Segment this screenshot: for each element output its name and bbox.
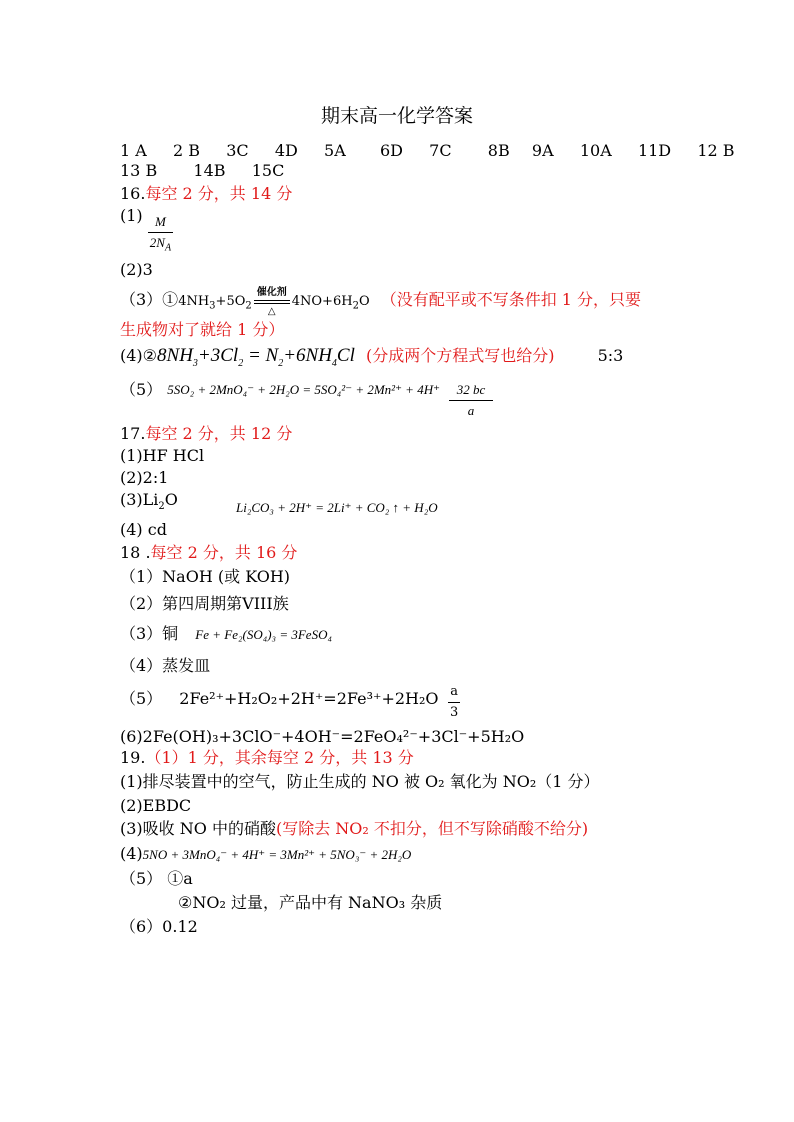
reaction-condition-arrow: 催化剂 △ [252, 300, 292, 304]
part-label: （5） [120, 380, 163, 399]
q18-part1: （1）NaOH (或 KOH) [120, 567, 291, 586]
fraction-numerator: 32 bc [456, 382, 486, 397]
q16-part5 [120, 380, 493, 421]
q16-part4-equation: $8NH_3+3Cl_2 = N_2+6NH_4Cl$ [157, 345, 355, 369]
q18-heading [120, 543, 297, 563]
part-label: （3）铜 [120, 624, 179, 643]
part-label: (4) [120, 844, 143, 863]
q19-part3-text: (3)吸收 NO 中的硝酸 [120, 819, 276, 838]
q16-part4-note: (分成两个方程式写也给分) [365, 346, 555, 365]
q16-part4-ratio: 5:3 [597, 346, 624, 365]
q19-part1: (1)排尽装置中的空气，防止生成的 NO 被 O₂ 氧化为 NO₂（1 分） [120, 772, 600, 791]
part-label: （3）① [120, 290, 179, 309]
q17-heading [120, 424, 292, 444]
page-title: 期末高一化学答案 [320, 105, 473, 127]
mc-answer: 11D [637, 141, 672, 160]
q18-number: 18 . [120, 543, 151, 562]
q19-part3-note: (写除去 NO₂ 不扣分，但不写除硝酸不给分) [275, 819, 589, 838]
q16-heading [120, 184, 292, 204]
mc-answer: 12 B [697, 141, 735, 160]
q17-score-note: 每空 2 分，共 12 分 [145, 424, 293, 443]
q17-part1: (1)HF HCl [120, 446, 205, 465]
fraction-32bc-over-a [449, 380, 493, 421]
q19-part5a: （5） ①a [120, 869, 193, 888]
mc-answers-row1 [120, 141, 735, 161]
q18-part5-equation: 2Fe²⁺+H₂O₂+2H⁺=2Fe³⁺+2H₂O [179, 689, 439, 708]
fraction-denominator: $2N_A$ [148, 232, 173, 253]
q18-part2: （2）第四周期第VIII族 [120, 594, 289, 613]
mc-answer: 13 B [120, 161, 158, 180]
mc-answer: 9A [531, 141, 554, 160]
q19-number: 19. [120, 748, 146, 767]
q18-part3-equation: Fe + Fe₂(SO₄)₃ = 3FeSO₄ [195, 627, 332, 642]
q16-part5-equation: 5SO₂ + 2MnO₄⁻ + 2H₂O = 5SO₄²⁻ + 2Mn²⁺ + 4H⁺ [167, 382, 440, 397]
mc-answers-row2 [120, 161, 284, 181]
q16-part3 [120, 286, 642, 317]
q19-score-note: （1）1 分，其余每空 2 分，共 13 分 [145, 748, 414, 767]
fraction-denominator: a [449, 400, 493, 421]
q16-number: 16. [120, 184, 146, 203]
q16-part2: (2)3 [120, 260, 153, 279]
mc-answer: 2 B [173, 141, 201, 160]
q18-part5-fraction [448, 682, 460, 723]
fraction-numerator: M [154, 214, 166, 229]
mc-answer: 1 A [120, 141, 147, 160]
q17-part3-equation: Li₂CO₃ + 2H⁺ = 2Li⁺ + CO₂ ↑ + H₂O [236, 500, 438, 515]
q18-part6: (6)2Fe(OH)₃+3ClO⁻+4OH⁻=2FeO₄²⁻+3Cl⁻+5H₂O [120, 727, 525, 746]
q16-part3-note-cont: 生成物对了就给 1 分） [120, 320, 285, 339]
q16-score-note: 每空 2 分，共 14 分 [145, 184, 293, 203]
q17-number: 17. [120, 424, 146, 443]
q17-part4: (4) cd [120, 520, 167, 539]
q18-score-note: 每空 2 分，共 16 分 [150, 543, 298, 562]
part-label: (4)② [120, 346, 158, 365]
part-label: （5） [120, 689, 163, 708]
q19-part3 [120, 819, 588, 839]
q16-part3-equation: $4NH_3+5O_2$ 催化剂 △ $4NO+6H_2O$ [178, 286, 370, 317]
mc-answer: 4D [274, 141, 298, 160]
q19-part4-equation: 5NO + 3MnO₄⁻ + 4H⁺ = 3Mn²⁺ + 5NO₃⁻ + 2H₂O [142, 847, 412, 862]
q18-part3 [120, 624, 332, 645]
mc-answer: 10A [579, 141, 612, 160]
q18-part5 [120, 689, 439, 709]
mc-answer: 15C [251, 161, 285, 180]
mc-answer: 6D [379, 141, 403, 160]
q18-part4: （4）蒸发皿 [120, 656, 211, 675]
q16-part1 [120, 206, 173, 253]
q19-part2: (2)EBDC [120, 796, 192, 815]
fraction-denominator: 3 [448, 702, 460, 723]
part-label: (1) [120, 206, 143, 225]
q17-part3 [120, 490, 178, 513]
mc-answer: 3C [226, 141, 249, 160]
mc-answer: 14B [193, 161, 226, 180]
mc-answer: 8B [487, 141, 510, 160]
q19-part5b: ②NO₂ 过量，产品中有 NaNO₃ 杂质 [178, 893, 443, 912]
mc-answer: 5A [324, 141, 346, 160]
q19-heading [120, 748, 414, 768]
q17-part2: (2)2:1 [120, 468, 169, 487]
part-label: $(3)Li_2O$ [120, 490, 178, 513]
q16-part4 [120, 345, 624, 369]
q16-part3-note: （没有配平或不写条件扣 1 分，只要 [380, 290, 642, 309]
mc-answer: 7C [429, 141, 452, 160]
fraction-numerator: a [450, 684, 459, 699]
fraction-a-over-3 [448, 682, 460, 723]
q19-part6: （6）0.12 [120, 917, 198, 936]
q19-part4 [120, 844, 411, 865]
fraction-m-over-2na [148, 212, 173, 253]
